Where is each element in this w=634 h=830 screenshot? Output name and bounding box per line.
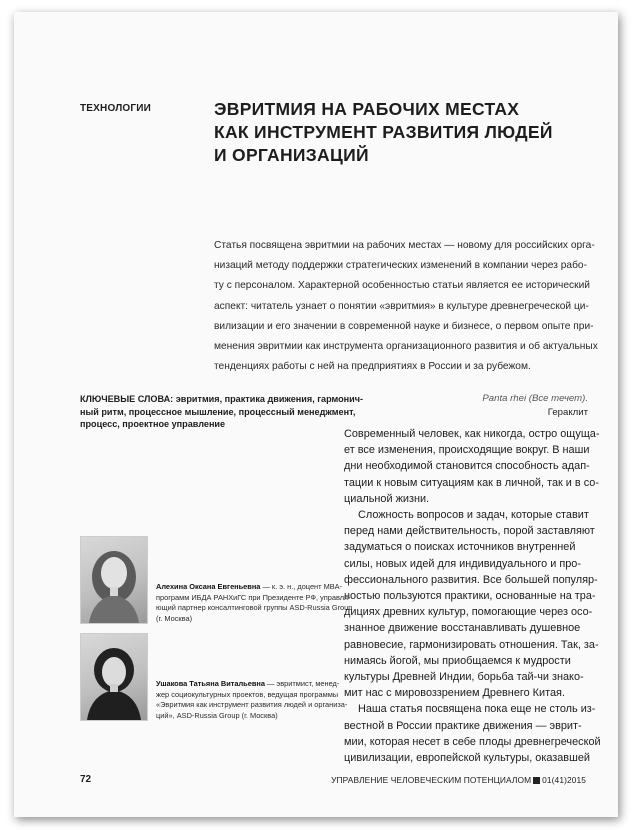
title-line: ЭВРИТМИЯ НА РАБОЧИХ МЕСТАХ bbox=[214, 99, 520, 119]
epigraph-quote: Panta rhei (Все течет). bbox=[482, 393, 588, 404]
body-line: ностью пользуются практики, основанные на тра- bbox=[344, 590, 596, 603]
author-photo bbox=[80, 536, 148, 624]
body-line: Сложность вопросов и задач, которые ставит bbox=[358, 509, 589, 522]
body-line: нимаясь йогой, мы приобщаемся к мудрости bbox=[344, 654, 571, 667]
bio-line: ющий партнер консалтинговой группы ASD-Russia Group bbox=[156, 603, 353, 613]
journal-page bbox=[14, 12, 618, 817]
abstract-line: низаций методу поддержки стратегических изменений в компании через рабо- bbox=[214, 260, 587, 272]
body-line: вестной в России практике движения — эврит- bbox=[344, 719, 582, 732]
title-line: КАК ИНСТРУМЕНТ РАЗВИТИЯ ЛЮДЕЙ bbox=[214, 122, 553, 142]
journal-issue: 01(41)2015 bbox=[542, 775, 586, 785]
body-line: равновесие, гармонизировать отношения. Так, за- bbox=[344, 638, 599, 651]
epigraph-author: Гераклит bbox=[547, 407, 588, 418]
abstract-line: менения эвритмии как инструмента организационного развития и об актуальных bbox=[214, 341, 598, 353]
body-line: культуры Древней Индии, борьба тай-чи знако- bbox=[344, 671, 584, 684]
bio-line: ций», ASD-Russia Group (г. Москва) bbox=[156, 710, 278, 720]
body-line: дни необходимой становится способность адап- bbox=[344, 460, 590, 473]
keywords bbox=[80, 393, 364, 431]
body-line: тации к новым ситуациям как в личной, так и в со- bbox=[344, 476, 599, 489]
keywords-line: ный ритм, процессное мышление, процессный менеджмент, bbox=[80, 406, 356, 417]
portrait-image bbox=[81, 634, 147, 720]
abstract-line: ту с персоналом. Характерной особенностью статьи является ее исторический bbox=[214, 280, 590, 292]
keywords-line: процесс, проектное управление bbox=[80, 419, 226, 429]
page-number: 72 bbox=[80, 774, 92, 785]
bio-line: жер социокультурных проектов, ведущая программы bbox=[156, 689, 339, 699]
square-separator-icon bbox=[533, 777, 540, 784]
keywords-line: КЛЮЧЕВЫЕ СЛОВА: эвритмия, практика движения, гармонич- bbox=[80, 394, 364, 404]
article-title bbox=[214, 98, 594, 167]
epigraph bbox=[482, 392, 588, 420]
author-name: Ушакова Татьяна Витальевна bbox=[156, 679, 265, 688]
section-label: ТЕХНОЛОГИИ bbox=[80, 103, 152, 114]
abstract-line: тенденциях работы с ней на предприятиях в России и за рубежом. bbox=[214, 361, 531, 373]
bio-line: программ ИБДА РАНХиГС при Президенте РФ, управля- bbox=[156, 592, 351, 602]
body-line: силы, новых идей для индивидуального и про- bbox=[344, 557, 581, 570]
body-line: перед нами действительность, порой заставляют bbox=[344, 525, 595, 538]
journal-name: УПРАВЛЕНИЕ ЧЕЛОВЕЧЕСКИМ ПОТЕНЦИАЛОМ bbox=[331, 775, 532, 785]
author-bio bbox=[156, 679, 348, 721]
bio-line: — эвритмист, менед- bbox=[264, 679, 340, 688]
portrait-image bbox=[81, 537, 147, 623]
body-line: мит нас с мировоззрением Древнего Китая. bbox=[344, 687, 565, 700]
body-line: мии, которая несет в себе плоды древнегреческой bbox=[344, 735, 601, 748]
author-bio bbox=[156, 582, 353, 624]
abstract-line: вилизации и его значении в современной науке и бизнесе, о первом опыте при- bbox=[214, 320, 594, 332]
body-line: ет все изменения, происходящие вокруг. В наши bbox=[344, 444, 590, 457]
article-body bbox=[344, 426, 606, 766]
bio-line: (г. Москва) bbox=[156, 613, 193, 623]
bio-line: «Эвритмия как инструмент развития людей и организа- bbox=[156, 700, 348, 710]
bio-line: — к. э. н., доцент MBA- bbox=[260, 582, 343, 591]
abstract-line: аспект: читатель узнает о понятии «эвритмия» в культуре древнегреческой ци- bbox=[214, 300, 589, 312]
body-line: фессионального развития. Все большей популяр- bbox=[344, 573, 598, 586]
author-name: Алехина Оксана Евгеньевна bbox=[156, 582, 261, 591]
abstract-line: Статья посвящена эвритмии на рабочих местах — новому для российских орга- bbox=[214, 240, 595, 251]
body-line: знанное движение восстанавливать душевное bbox=[344, 622, 581, 635]
body-line: задуматься о поисках источников внутренней bbox=[344, 541, 576, 554]
journal-footer bbox=[331, 775, 586, 785]
body-line: Современный человек, как никогда, остро ощуща- bbox=[344, 428, 600, 440]
title-line: И ОРГАНИЗАЦИЙ bbox=[214, 145, 369, 165]
body-line: циальной жизни. bbox=[344, 492, 430, 505]
abstract bbox=[214, 236, 602, 377]
body-line: цивилизации, европейской культуры, оказавшей bbox=[344, 752, 590, 765]
body-line: Наша статья посвящена пока еще не столь из- bbox=[358, 703, 596, 716]
body-line: дициях древних культур, помогающие через осо- bbox=[344, 606, 593, 619]
author-photo bbox=[80, 633, 148, 721]
